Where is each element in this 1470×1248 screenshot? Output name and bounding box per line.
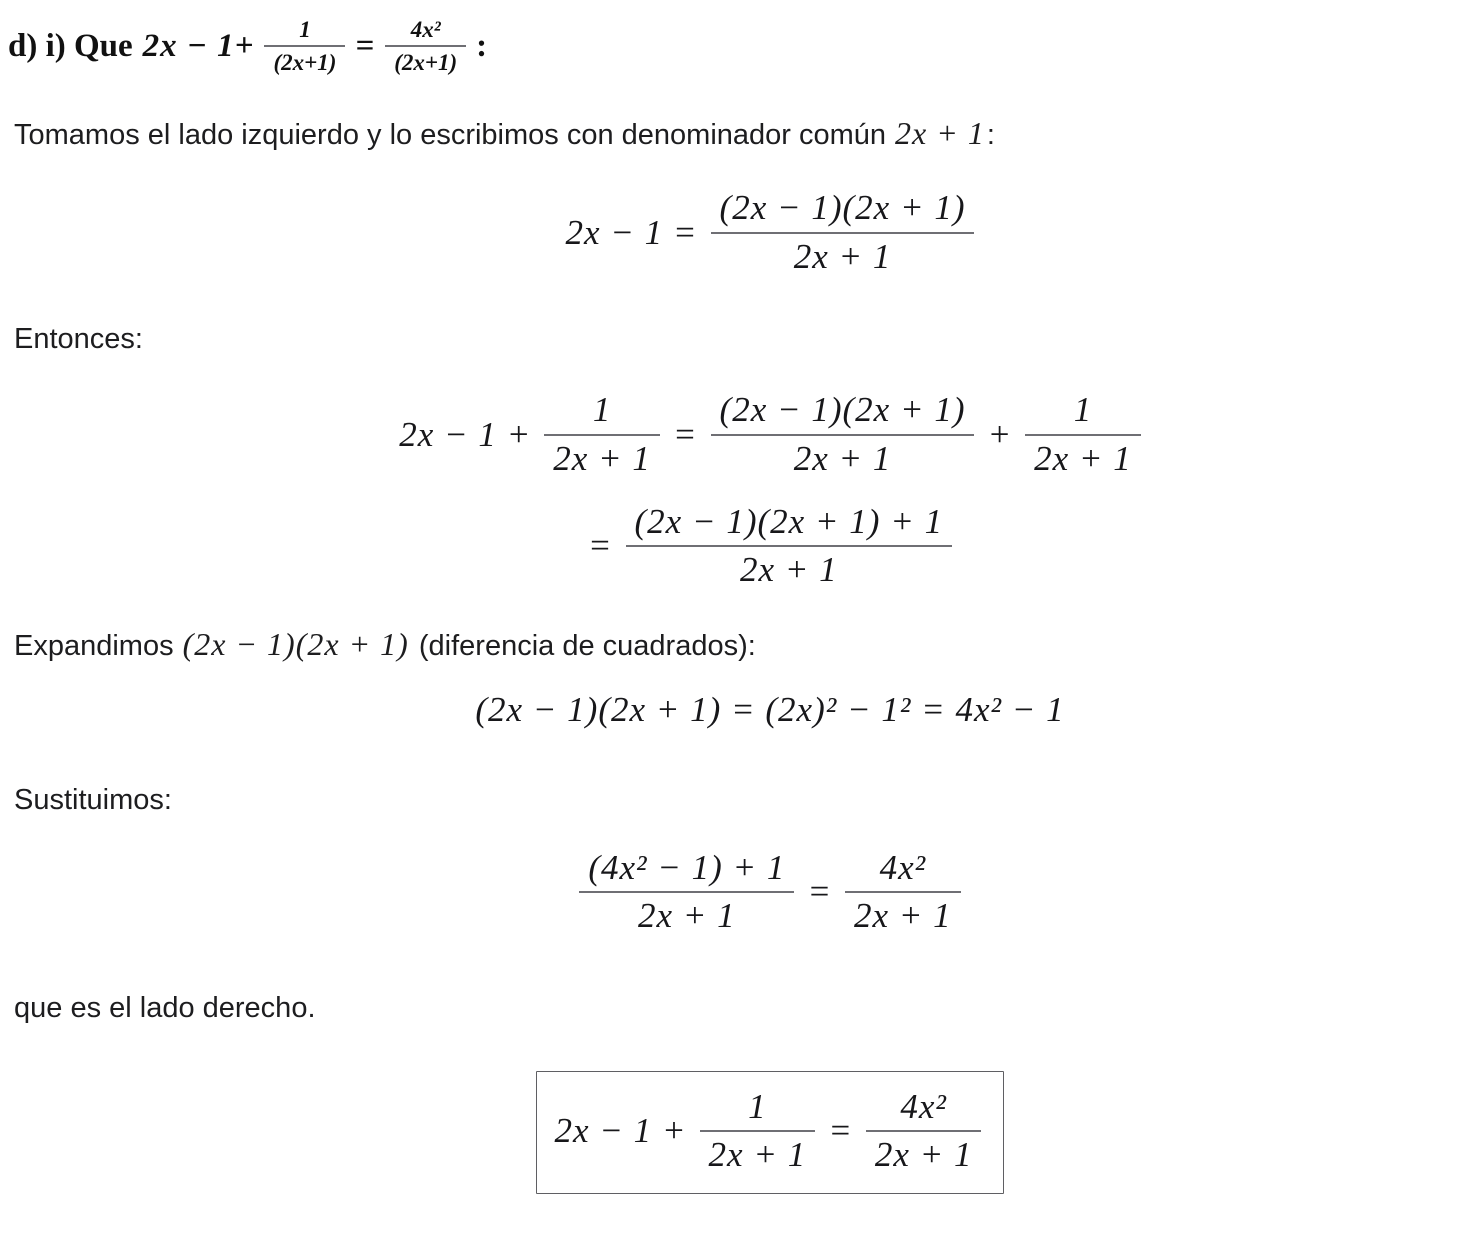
inline-math: 2x + 1 (895, 114, 985, 151)
fraction (579, 845, 794, 941)
equals-sign: = (587, 526, 613, 566)
fraction (711, 185, 975, 281)
equation-difference-of-squares (70, 690, 1470, 730)
equation-lhs: 2x − 1 + (554, 1111, 687, 1151)
paragraph-tomamos (0, 113, 1470, 153)
fraction-denominator: 2x + 1 (845, 891, 961, 940)
fraction-numerator: 4x² (879, 847, 927, 887)
fraction-denominator: 2x + 1 (866, 1130, 982, 1179)
paragraph-tail: (diferencia de cuadrados): (418, 630, 756, 663)
fraction-numerator: 4x² (900, 1086, 947, 1126)
equation-sum-line1 (70, 387, 1470, 483)
equals-sign: = (807, 872, 833, 912)
equals-sign: = (355, 27, 376, 64)
fraction-numerator: (2x − 1)(2x + 1) (719, 389, 966, 429)
fraction-denominator: 2x + 1 (579, 891, 794, 940)
equals-sign: = (672, 414, 698, 454)
heading-label: d) i) Que (8, 27, 133, 64)
paragraph-expandimos (0, 624, 1470, 664)
plus-sign: + (987, 414, 1013, 454)
fraction (866, 1084, 982, 1180)
paragraph-text: Expandimos (14, 630, 174, 663)
fraction-denominator: (2x+1) (264, 45, 345, 78)
fraction-denominator: 2x + 1 (626, 545, 953, 594)
heading-fraction-rhs (385, 14, 466, 79)
heading-lhs-terms: 2x − 1+ (142, 27, 255, 64)
paragraph-lado-derecho: que es el lado derecho. (14, 992, 316, 1025)
boxed-result-row (70, 1071, 1470, 1195)
fraction-numerator: (2x − 1)(2x + 1) + 1 (634, 501, 944, 541)
equation-body: (2x − 1)(2x + 1) = (2x)² − 1² = 4x² − 1 (475, 690, 1065, 730)
fraction-numerator: 1 (592, 389, 612, 429)
heading-fraction-lhs (264, 14, 345, 79)
fraction-numerator: (4x² − 1) + 1 (588, 847, 786, 887)
equation-lhs: 2x − 1 + (399, 414, 532, 454)
fraction (700, 1084, 816, 1180)
fraction (711, 387, 975, 483)
fraction-denominator: 2x + 1 (711, 232, 975, 281)
fraction (626, 499, 953, 595)
fraction (1025, 387, 1141, 483)
paragraph-tail: : (986, 118, 995, 151)
fraction-denominator: 2x + 1 (544, 434, 660, 483)
heading-colon: : (476, 27, 488, 64)
equation-substitution (70, 845, 1470, 941)
fraction-numerator: 1 (1073, 389, 1093, 429)
boxed-final-equation (536, 1071, 1005, 1195)
equals-sign: = (828, 1111, 853, 1151)
paragraph-text: Tomamos el lado izquierdo y lo escribimos con denominador común (14, 118, 887, 151)
equation-common-denominator (70, 185, 1470, 281)
inline-math: (2x − 1)(2x + 1) (182, 626, 409, 663)
fraction-numerator: 4x² (410, 17, 441, 42)
equation-sum-line2 (70, 499, 1470, 595)
fraction-numerator: 1 (299, 17, 311, 42)
fraction-denominator: (2x+1) (385, 45, 466, 78)
fraction-numerator: (2x − 1)(2x + 1) (719, 188, 966, 228)
fraction (544, 387, 660, 483)
section-heading (0, 14, 1470, 79)
fraction-denominator: 2x + 1 (700, 1130, 816, 1179)
equation-lhs: 2x − 1 = (565, 212, 698, 252)
paragraph-sustituimos: Sustituimos: (14, 784, 172, 817)
fraction (845, 845, 961, 941)
fraction-denominator: 2x + 1 (1025, 434, 1141, 483)
fraction-numerator: 1 (748, 1086, 767, 1126)
fraction-denominator: 2x + 1 (711, 434, 975, 483)
paragraph-entonces: Entonces: (14, 322, 143, 355)
